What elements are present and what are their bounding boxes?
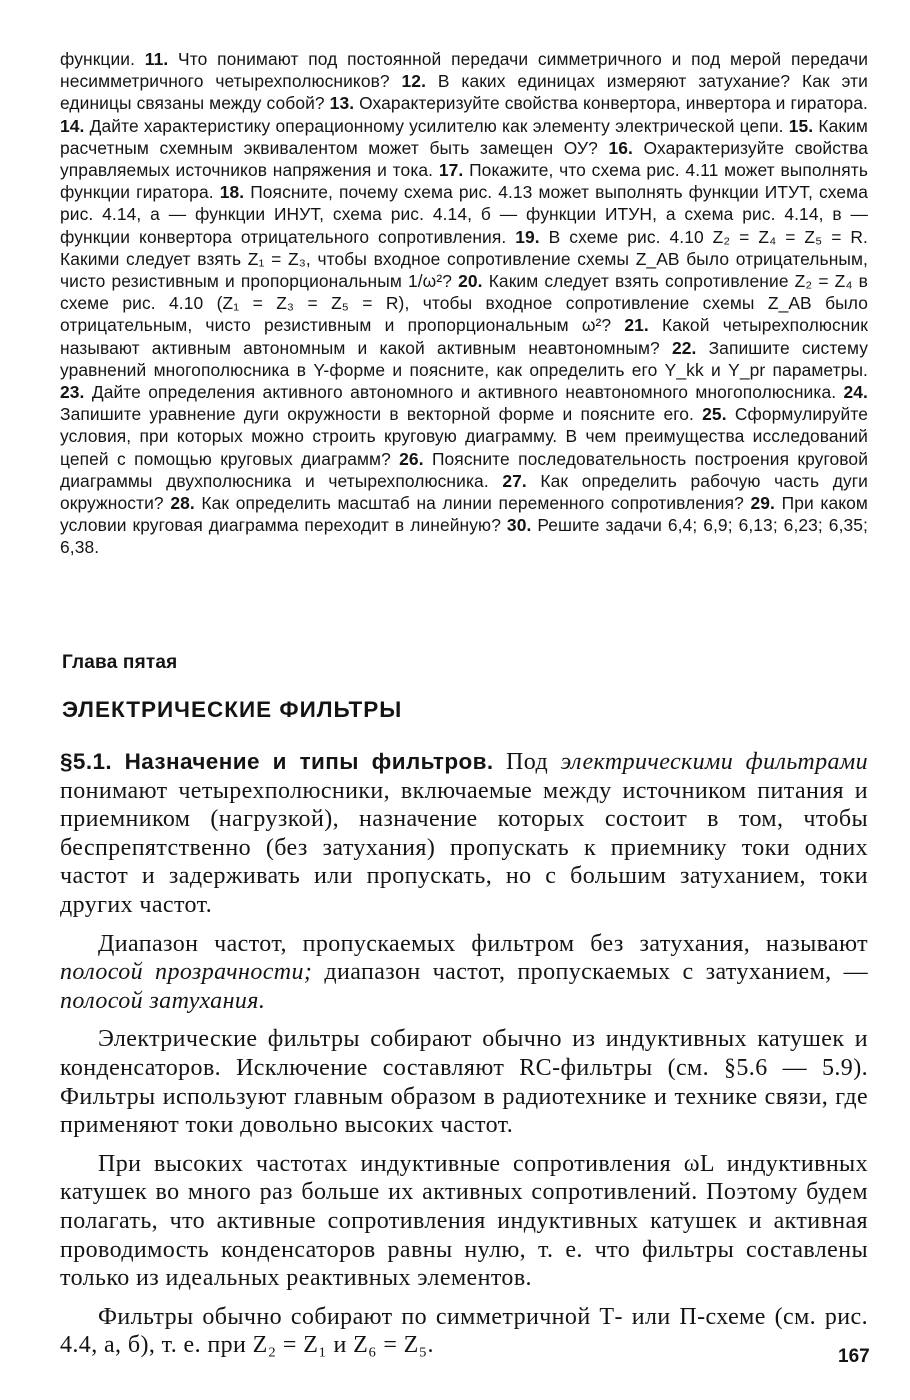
term: электрическими фильтрами (560, 749, 869, 775)
question-text: При каком условии круговая диаграмма переходит в линейную? (60, 493, 868, 536)
question-text: В схеме рис. 4.10 Z₂ = Z₄ = Z₅ = R. Какими следует взять Z₁ = Z₃, чтобы входное сопротивление схемы Z_AB было отрицательным, чисто резистивным и пропорциональным 1/ω²? (60, 226, 868, 292)
question-text: Что понимают под постоянной передачи симметричного и под мерой передачи несимметричного четырехполюсников? (60, 49, 869, 92)
question-number: 16. (608, 137, 633, 158)
paragraph-text: диапазон частот, пропускаемых с затуханием, — (324, 959, 869, 986)
paragraph: Фильтры обычно собирают по симметричной Т- или П-схеме (см. рис. 4.4, а, б), т. е. при Z₂ = Z₁ и Z₆ = Z₅. (60, 1303, 868, 1359)
question-number: 23. (60, 382, 85, 403)
term: полосой прозрачности; (60, 959, 313, 986)
question-number: 28. (170, 493, 195, 514)
question-text: Охарактеризуйте свойства конвертора, инвертора и гиратора. (359, 93, 868, 114)
question-text: В каких единицах измеряют затухание? Как эти единицы связаны между собой? (60, 71, 868, 114)
chapter-title: ЭЛЕКТРИЧЕСКИЕ ФИЛЬТРЫ (62, 697, 403, 722)
question-number: 11. (144, 49, 169, 69)
question-number: 17. (438, 160, 464, 181)
paragraph: При высоких частотах индуктивные сопротивления ωL индуктивных катушек во много раз больше их активных сопротивлений. Поэтому будем полагать, что активные сопротивления индуктивных катушек и активная проводимость конденсаторов равны нулю, т. е. что фильтры составлены только из идеальных реактивных элементов. (60, 1150, 868, 1292)
question-number: 22. (671, 337, 697, 358)
paragraph (60, 930, 868, 1016)
paragraph (60, 748, 868, 920)
question-text: Каким следует взять сопротивление Z₂ = Z₄ в схеме рис. 4.10 (Z₁ = Z₃ = Z₅ = R), чтобы входное сопротивление схемы Z_AB было отрицательным, чисто резистивным и пропорциональным ω²? (60, 271, 869, 336)
question-number: 26. (399, 448, 424, 469)
question-number: 25. (702, 404, 727, 425)
question-text: Запишите систему уравнений многополюсника в Y-форме и поясните, как определить его Y_kk и Y_pr параметры. (60, 337, 869, 380)
question-number: 21. (624, 315, 649, 336)
paragraph-text: Под (506, 749, 549, 775)
question-text: Охарактеризуйте свойства управляемых источников напряжения и тока. (60, 137, 868, 181)
page-number: 167 (838, 1346, 870, 1367)
review-questions (60, 48, 868, 559)
paragraph: Электрические фильтры собирают обычно из индуктивных катушек и конденсаторов. Исключение составляют RC-фильтры (см. §5.6 — 5.9). Фильтры используют главным образом в радиотехнике и технике связи, где применяют токи довольно высоких частот. (60, 1026, 868, 1139)
question-text: Дайте характеристику операционному усилителю как элементу электрической цепи. (89, 115, 784, 136)
question-text: Каким расчетным схемным эквивалентом может быть замещен ОУ? (60, 115, 868, 158)
question-intro: функции. (60, 49, 136, 69)
question-text: Поясните, почему схема рис. 4.13 может выполнять функции ИТУТ, схема рис. 4.14, а — функции ИНУТ, схема рис. 4.14, б — функции ИТУН, а схема рис. 4.14, в — функции конвертора отрицательного сопротивления. (60, 182, 868, 247)
question-text: Как определить масштаб на линии переменного сопротивления? (201, 493, 744, 514)
paragraph-text: понимают четырехполюсники, включаемые между источником питания и приемником (нагрузкой), назначение которых состоит в том, чтобы беспрепятственно (без затухания) пропускать к приемнику токи одних частот и задерживать или пропускать, но с большим затуханием, токи других частот. (60, 777, 868, 918)
question-number: 19. (515, 226, 540, 247)
chapter-label: Глава пятая (62, 652, 178, 673)
section-body (60, 748, 868, 1370)
question-text: Решите задачи 6,4; 6,9; 6,13; 6,23; 6,35; 6,38. (60, 515, 868, 558)
question-number: 24. (843, 382, 868, 403)
question-text: Как определить рабочую часть дуги окружности? (60, 470, 868, 514)
question-text: Какой четырехполюсник называют активным автономным и какой активным неавтономным? (60, 315, 868, 358)
question-text: Поясните последовательность построения круговой диаграммы двухполюсника и четырехполюсника. (60, 448, 869, 491)
question-number: 30. (506, 515, 532, 536)
question-number: 15. (788, 115, 814, 136)
question-text: Покажите, что схема рис. 4.11 может выполнять функции гиратора. (60, 160, 869, 203)
question-number: 14. (60, 115, 85, 136)
question-number: 13. (329, 93, 355, 114)
question-number: 29. (750, 493, 775, 514)
question-number: 18. (219, 182, 245, 203)
question-text: Дайте определения активного автономного и активного неавтономного многополюсника. (91, 382, 837, 403)
section-title: Назначение и типы фильтров. (124, 749, 494, 774)
question-number: 20. (458, 271, 483, 292)
term: полосой затухания. (60, 987, 266, 1014)
paragraph-text: Диапазон частот, пропускаемых фильтром без затухания, называют (98, 930, 868, 957)
question-text: Сформулируйте условия, при которых можно строить круговую диаграмму. В чем преимущества исследований цепей с помощью круговых диаграмм? (60, 404, 868, 469)
question-text: Запишите уравнение дуги окружности в векторной форме и поясните его. (60, 404, 694, 425)
question-number: 12. (401, 71, 427, 92)
question-number: 27. (502, 470, 527, 491)
section-number: §5.1. (60, 749, 113, 774)
